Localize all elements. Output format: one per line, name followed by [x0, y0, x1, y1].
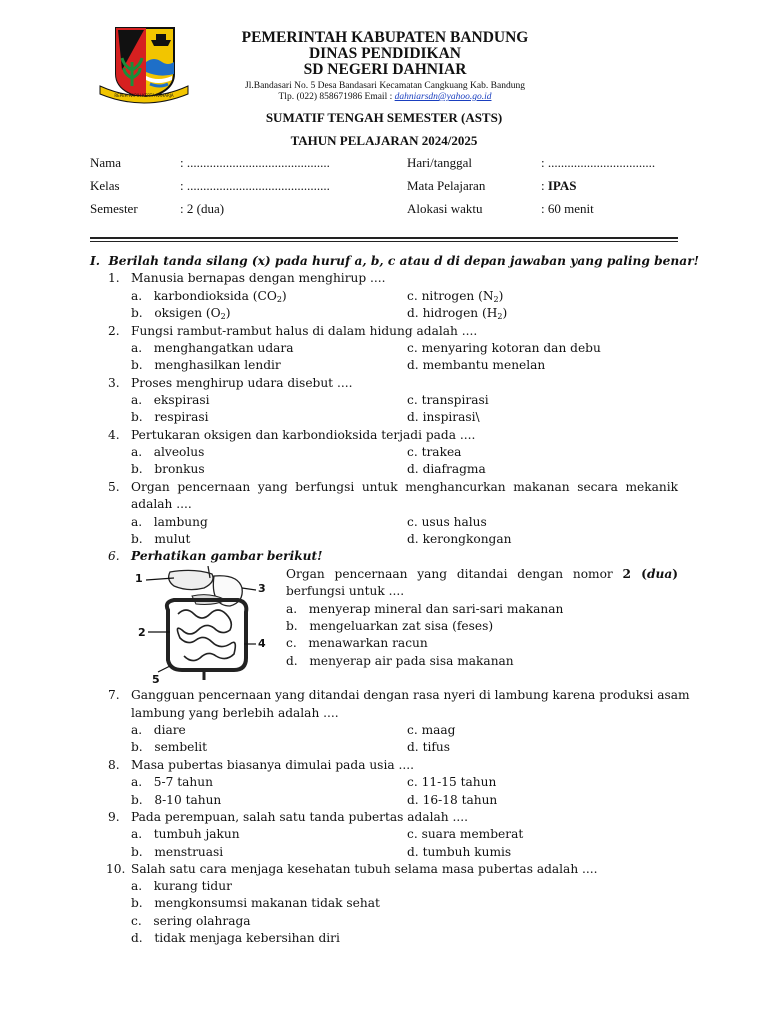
question-3-number: 3. — [108, 376, 120, 390]
label-hari: Hari/tanggal — [407, 155, 472, 170]
q6-option-d[interactable]: d. menyerap air pada sisa makanan — [286, 654, 514, 668]
q2-option-b[interactable]: b. menghasilkan lendir — [131, 358, 281, 372]
question-5-text-line1: Organ pencernaan yang berfungsi untuk menghancurkan makanan secara mekanik — [131, 480, 678, 494]
q8-option-a[interactable]: a. 5-7 tahun — [131, 775, 213, 789]
question-4-text: Pertukaran oksigen dan karbondioksida terjadi pada .... — [131, 428, 476, 442]
field-kelas: : ............................................ — [180, 178, 330, 193]
q8-option-c[interactable]: c. 11-15 tahun — [407, 775, 497, 789]
q3-option-d[interactable]: d. inspirasi\ — [407, 410, 480, 424]
question-6-text: Perhatikan gambar berikut! — [131, 549, 323, 563]
section-instruction: I. Berilah tanda silang (x) pada huruf a, b, c atau d di depan jawaban yang paling benar! — [90, 254, 699, 268]
question-2-text: Fungsi rambut-rambut halus di dalam hidung adalah .... — [131, 324, 478, 338]
q3-option-a[interactable]: a. ekspirasi — [131, 393, 210, 407]
exam-title: SUMATIF TENGAH SEMESTER (ASTS) — [265, 110, 503, 125]
q5-option-c[interactable]: c. usus halus — [407, 515, 487, 529]
divider-bottom — [90, 241, 678, 242]
header-department: DINAS PENDIDIKAN — [308, 45, 461, 62]
letterhead — [180, 30, 590, 103]
q9-option-a[interactable]: a. tumbuh jakun — [131, 827, 240, 841]
q6-option-a[interactable]: a. menyerap mineral dan sari-sari makanan — [286, 602, 564, 616]
question-3-text: Proses menghirup udara disebut .... — [131, 376, 353, 390]
label-kelas: Kelas — [90, 178, 120, 193]
question-2-number: 2. — [108, 324, 120, 338]
question-6-stem-line1: Organ pencernaan yang ditandai dengan nomor 2 (dua) — [286, 567, 678, 581]
question-10-number: 10. — [106, 862, 126, 876]
q1-option-c[interactable]: c. nitrogen $(N_2)$ — [407, 289, 504, 304]
question-7-number: 7. — [108, 688, 120, 702]
q1-option-d[interactable]: d. hidrogen $(H_2)$ — [407, 306, 508, 321]
q5-option-b[interactable]: b. mulut — [131, 532, 191, 546]
q4-option-d[interactable]: d. diafragma — [407, 462, 486, 476]
diagram-label-2: 2 — [138, 626, 146, 639]
question-4-number: 4. — [108, 428, 120, 442]
q7-option-a[interactable]: a. diare — [131, 723, 186, 737]
question-1-text: Manusia bernapas dengan menghirup .... — [131, 271, 386, 285]
q2-option-c[interactable]: c. menyaring kotoran dan debu — [407, 341, 601, 355]
field-alokasi: : 60 menit — [541, 201, 594, 216]
header-government: PEMERINTAH KABUPATEN BANDUNG — [241, 29, 529, 46]
q8-option-d[interactable]: d. 16-18 tahun — [407, 793, 498, 807]
question-9-number: 9. — [108, 810, 120, 824]
question-5-text-line2: adalah .... — [131, 497, 192, 511]
field-semester: : 2 (dua) — [180, 201, 225, 216]
header-email-link[interactable]: dahniarsdn@yahoo.go.id — [394, 92, 492, 102]
q1-option-b[interactable]: b. oksigen $(O_2)$ — [131, 306, 231, 321]
q2-option-d[interactable]: d. membantu menelan — [407, 358, 546, 372]
question-8-text: Masa pubertas biasanya dimulai pada usia .... — [131, 758, 414, 772]
q4-option-a[interactable]: a. alveolus — [131, 445, 205, 459]
label-semester: Semester — [90, 201, 138, 216]
school-year: TAHUN PELAJARAN 2024/2025 — [290, 133, 478, 148]
question-6-stem-line2: berfungsi untuk .... — [286, 584, 405, 598]
diagram-label-1: 1 — [135, 572, 143, 585]
q7-option-c[interactable]: c. maag — [407, 723, 456, 737]
diagram-label-4: 4 — [258, 637, 266, 650]
header-school-name: SD NEGERI DAHNIAR — [303, 61, 467, 78]
q10-option-d[interactable]: d. tidak menjaga kebersihan diri — [131, 931, 340, 945]
q5-option-d[interactable]: d. kerongkongan — [407, 532, 512, 546]
q7-option-b[interactable]: b. sembelit — [131, 740, 208, 754]
q5-option-a[interactable]: a. lambung — [131, 515, 208, 529]
q6-option-c[interactable]: c. menawarkan racun — [286, 636, 428, 650]
header-phone: Tlp. (022) 858671986 Email : — [278, 92, 395, 102]
question-7-text-line2: lambung yang berlebih adalah .... — [131, 706, 339, 720]
question-6-number: 6. — [108, 549, 120, 563]
question-8-number: 8. — [108, 758, 120, 772]
label-mapel: Mata Pelajaran — [407, 178, 486, 193]
logo-ribbon-text: REPEH RAPIH KERTA RAHARJA — [114, 93, 174, 98]
label-nama: Nama — [90, 155, 122, 170]
q3-option-c[interactable]: c. transpirasi — [407, 393, 489, 407]
q10-option-b[interactable]: b. mengkonsumsi makanan tidak sehat — [131, 896, 380, 910]
question-1-number: 1. — [108, 271, 120, 285]
q9-option-b[interactable]: b. menstruasi — [131, 845, 224, 859]
field-hari: : ................................. — [541, 155, 656, 170]
question-9-text: Pada perempuan, salah satu tanda pubertas adalah .... — [131, 810, 468, 824]
diagram-label-3: 3 — [258, 582, 266, 595]
q3-option-b[interactable]: b. respirasi — [131, 410, 209, 424]
field-nama: : ............................................ — [180, 155, 330, 170]
divider-top — [90, 237, 678, 239]
digestive-system-diagram — [134, 566, 270, 684]
question-7-text-line1: Gangguan pencernaan yang ditandai dengan rasa nyeri di lambung karena produksi asam — [131, 688, 690, 702]
header-contact — [180, 92, 590, 103]
q2-option-a[interactable]: a. menghangatkan udara — [131, 341, 294, 355]
q1-option-a[interactable]: a. karbondioksida $(CO_2)$ — [131, 289, 287, 304]
diagram-label-5: 5 — [152, 673, 160, 686]
q10-option-a[interactable]: a. kurang tidur — [131, 879, 232, 893]
q4-option-b[interactable]: b. bronkus — [131, 462, 205, 476]
field-mapel: : IPAS — [541, 178, 577, 193]
question-5-number: 5. — [108, 480, 120, 494]
label-alokasi: Alokasi waktu — [407, 201, 483, 216]
q9-option-d[interactable]: d. tumbuh kumis — [407, 845, 512, 859]
q4-option-c[interactable]: c. trakea — [407, 445, 462, 459]
q9-option-c[interactable]: c. suara memberat — [407, 827, 524, 841]
question-10-text: Salah satu cara menjaga kesehatan tubuh selama masa pubertas adalah .... — [131, 862, 598, 876]
q10-option-c[interactable]: c. sering olahraga — [131, 914, 251, 928]
q8-option-b[interactable]: b. 8-10 tahun — [131, 793, 222, 807]
q6-option-b[interactable]: b. mengeluarkan zat sisa (feses) — [286, 619, 494, 633]
header-address: Jl.Bandasari No. 5 Desa Bandasari Kecamatan Cangkuang Kab. Bandung — [245, 81, 525, 91]
q7-option-d[interactable]: d. tifus — [407, 740, 450, 754]
subject-name: IPAS — [547, 178, 577, 193]
